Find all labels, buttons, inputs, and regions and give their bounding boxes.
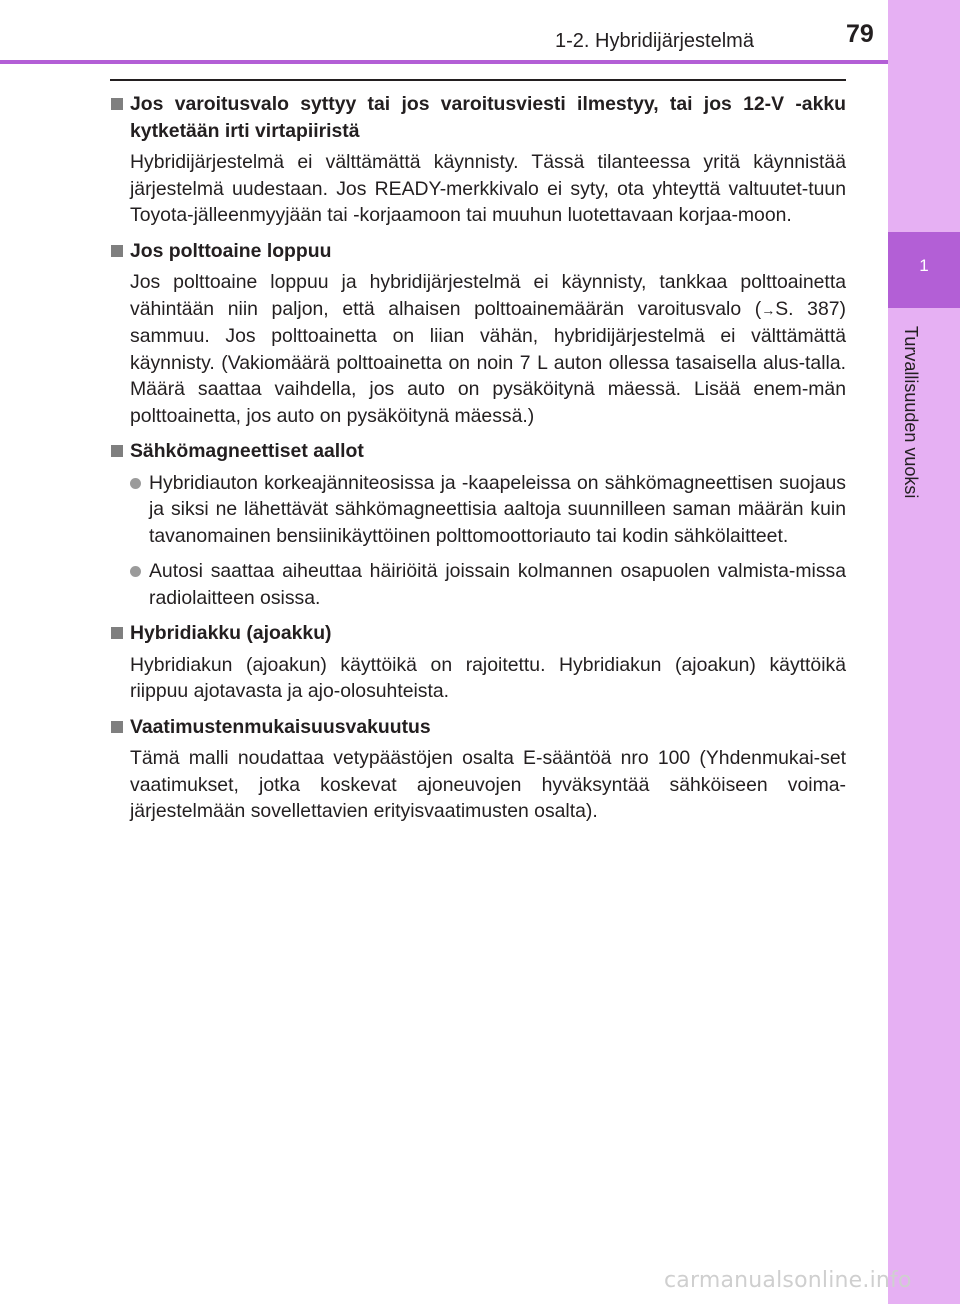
page-reference-link[interactable]: S. 387 <box>775 297 840 320</box>
section-title: Jos varoitusvalo syttyy tai jos varoitusviesti ilmestyy, tai jos 12-V -akku kytketään irti virtapiiristä <box>130 93 846 142</box>
section-title: Sähkömagneettiset aallot <box>130 440 364 462</box>
section-text <box>130 269 846 429</box>
section-heading <box>110 620 846 647</box>
section-declaration-of-conformity <box>110 714 846 825</box>
list-item <box>130 470 846 550</box>
section-title: Jos polttoaine loppuu <box>130 239 332 262</box>
section-fuel <box>110 238 846 430</box>
side-chapter-tab <box>888 0 960 1304</box>
section-text-part: Jos polttoaine loppuu ja hybridijärjestelmä ei käynnisty, tankkaa polttoainetta vähintään niin paljon, että alhaisen polttoainemäärän varoitusvalo ( <box>130 271 846 320</box>
section-heading <box>110 438 846 465</box>
circle-bullet-icon <box>130 566 141 577</box>
section-title: Vaatimustenmukaisuusvakuutus <box>130 715 431 738</box>
section-text: Hybridijärjestelmä ei välttämättä käynnisty. Tässä tilanteessa yritä käynnistää järjestelmä uudestaan. Jos READY-merkkivalo ei syty, ota yhteyttä valtuutet-tuun Toyota-jälleenmyyjään tai -korjaamoon tai muuhun luotettavaan korjaa-moon. <box>130 151 846 226</box>
section-text: Tämä malli noudattaa vetypäästöjen osalta E-sääntöä nro 100 (Yhdenmukai-set vaatimukset, jotka koskevat ajoneuvojen hyväksyntää sähköiseen voima-järjestelmään sovellettavien erityisvaatimusten osalta). <box>130 747 846 822</box>
reference-arrow-icon: → <box>761 301 776 318</box>
header-divider <box>0 60 888 64</box>
page-number: 79 <box>846 20 874 48</box>
circle-bullet-icon <box>130 478 141 489</box>
square-bullet-icon <box>111 721 123 733</box>
square-bullet-icon <box>111 445 123 457</box>
square-bullet-icon <box>111 627 123 639</box>
chapter-label: Turvallisuuden vuoksi <box>901 326 921 499</box>
list-item-text: Hybridiauton korkeajänniteosissa ja -kaapeleissa on sähkömagneettisen suojaus ja siksi ne lähettävät sähkömagneettisia aaltoja suunnilleen saman määrän kuin tavanomainen bensiinikäyttöinen polttomoottoriauto tai kodin sähkölaitteet. <box>149 471 846 547</box>
header-section-title: 1-2. Hybridijärjestelmä <box>555 30 754 52</box>
content-top-rule <box>110 79 846 81</box>
section-heading <box>110 714 846 741</box>
section-text-part: ) sammuu. Jos polttoainetta on liian vähän, hybridijärjestelmä ei välttämättä käynnisty. (Vakiomäärä polttoainetta on noin 7 L auton ollessa tasaisella alus-talla. Määrä saattaa vaihdella, jos auto on pysäköitynä mäessä. Lisää enem-män polttoainetta, jos auto on pysäköitynä mäessä.) <box>130 297 846 427</box>
square-bullet-icon <box>111 245 123 257</box>
section-heading <box>110 238 846 265</box>
section-title: Hybridiakku (ajoakku) <box>130 622 332 644</box>
section-hybrid-battery <box>110 620 846 705</box>
square-bullet-icon <box>111 98 123 110</box>
list-item-text: Autosi saattaa aiheuttaa häiriöitä joissain kolmannen osapuolen valmista-missa radiolaitteen osissa. <box>149 560 846 609</box>
section-electromagnetic <box>110 438 846 611</box>
page-content <box>110 91 846 834</box>
section-heading <box>110 91 846 144</box>
list-item <box>130 558 846 611</box>
section-warning-light <box>110 91 846 229</box>
chapter-number: 1 <box>919 256 929 275</box>
section-text: Hybridiakun (ajoakun) käyttöikä on rajoitettu. Hybridiakun (ajoakun) käyttöikä riippuu ajotavasta ja ajo-olosuhteista. <box>130 653 846 702</box>
watermark: carmanualsonline.info <box>664 1268 912 1293</box>
